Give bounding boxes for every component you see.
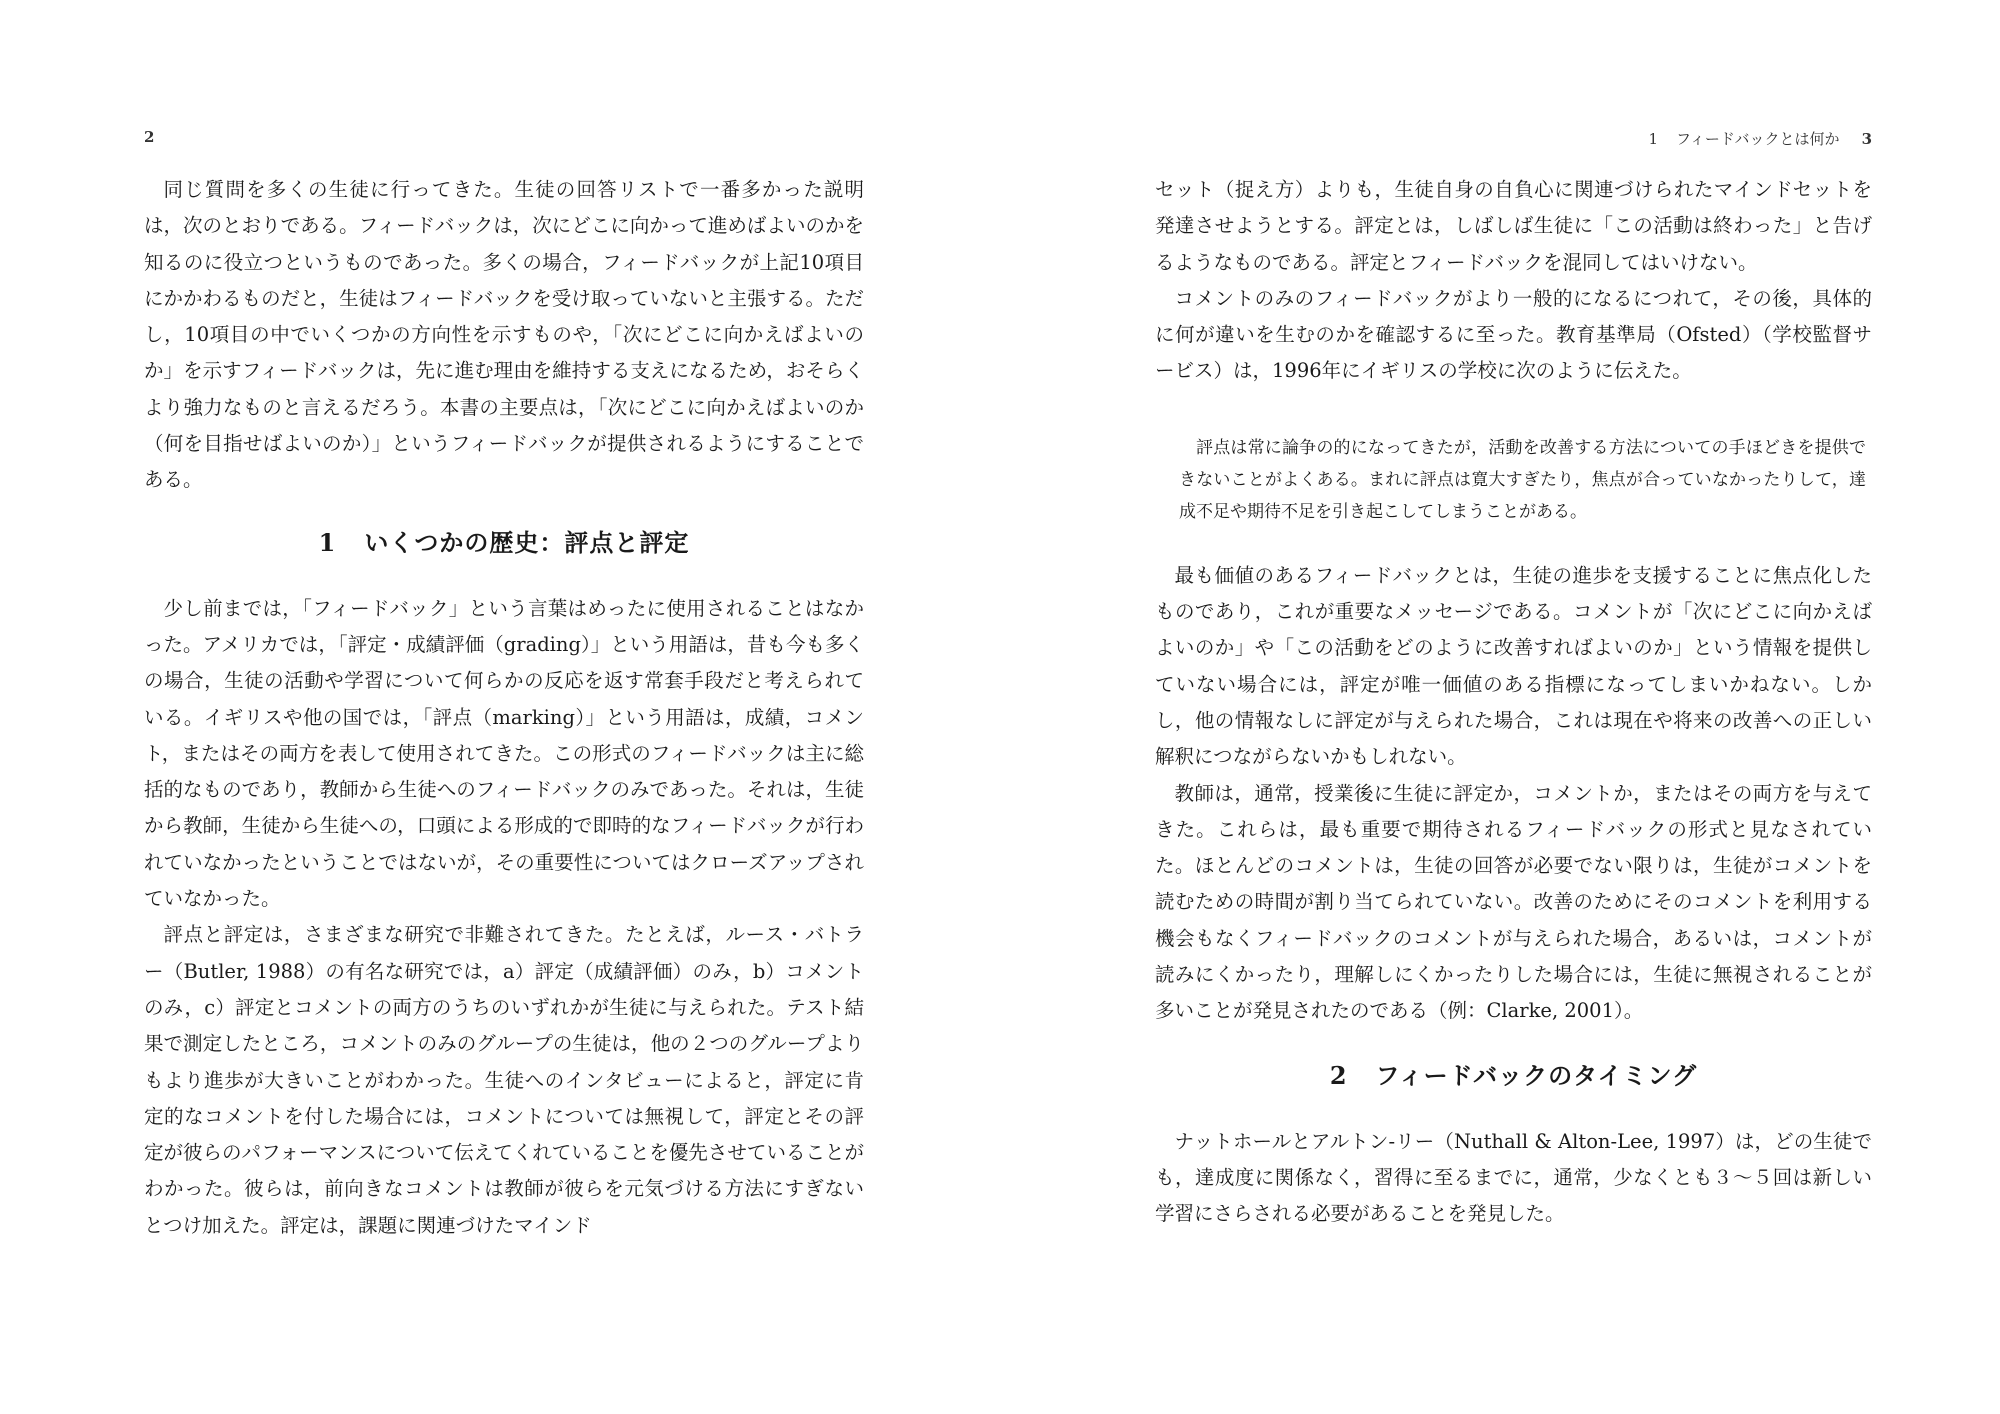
- block-quote: [1179, 432, 1866, 528]
- left-page-number: 2: [144, 128, 155, 146]
- section-heading-2-title: フィードバックのタイミング: [1375, 1060, 1698, 1090]
- right-page-number: 3: [1861, 130, 1872, 148]
- section-heading-2: [1155, 1058, 1872, 1094]
- running-head-chapter-number: 1: [1648, 130, 1659, 148]
- section-heading-1-title: いくつかの歴史：評点と評定: [364, 527, 690, 557]
- left-paragraph-2: 少し前までは，「フィードバック」という言葉はめったに使用されることはなかった。アメリカでは，「評定・成績評価（grading）」という用語は，昔も今も多くの場合，生徒の活動や学習について何らかの反応を返す常套手段だと考えられている。イギリスや他の国では，「評点（marking）」という用語は，成績，コメント，またはその両方を表して使用されてきた。この形式のフィードバックは主に総括的なものであり，教師から生徒へのフィードバックのみであった。それは，生徒から教師，生徒から生徒への，口頭による形成的で即時的なフィードバックが行われていなかったということではないが，その重要性についてはクローズアップされていなかった。: [144, 596, 864, 911]
- right-page-body: [1155, 172, 1872, 1233]
- block-quote-text: 評点は常に論争の的になってきたが，活動を改善する方法についての手ほどきを提供できないことがよくある。まれに評点は寛大すぎたり，焦点が合っていなかったりして，達成不足や期待不足を引き起こしてしまうことがある。: [1179, 437, 1866, 522]
- left-paragraph-1: 同じ質問を多くの生徒に行ってきた。生徒の回答リストで一番多かった説明は，次のとおりである。フィードバックは，次にどこに向かって進めばよいのかを知るのに役立つというものであった。多くの場合，フィードバックが上記10項目にかかわるものだと，生徒はフィードバックを受け取っていないと主張する。ただし，10項目の中でいくつかの方向性を示すものや，「次にどこに向かえばよいのか」を示すフィードバックは，先に進む理由を維持する支えになるため，おそらくより強力なものと言えるだろう。本書の主要点は，「次にどこに向かえばよいのか（何を目指せばよいのか）」というフィードバックが提供されるようにすることである。: [144, 178, 864, 492]
- left-page-body: [144, 172, 864, 1244]
- right-paragraph-3: 最も価値のあるフィードバックとは，生徒の進歩を支援することに焦点化したものであり，これが重要なメッセージである。コメントが「次にどこに向かえばよいのか」や「この活動をどのように改善すればよいのか」という情報を提供していない場合には，評定が唯一価値のある指標になってしまいかねない。しかし，他の情報なしに評定が与えられた場合，これは現在や将来の改善への正しい解釈につながらないかもしれない。: [1155, 563, 1872, 769]
- section-heading-2-number: 2: [1329, 1060, 1348, 1090]
- left-paragraph-3: 評点と評定は，さまざまな研究で非難されてきた。たとえば，ルース・バトラー（Butler, 1988）の有名な研究では，a）評定（成績評価）のみ，b）コメントのみ，c）評定とコメントの両方のうちのいずれかが生徒に与えられた。テスト結果で測定したところ，コメントのみのグループの生徒は，他の２つのグループよりもより進歩が大きいことがわかった。生徒へのインタビューによると，評定に肯定的なコメントを付した場合には，コメントについては無視して，評定とその評定が彼らのパフォーマンスについて伝えてくれていることを優先させていることがわかった。彼らは，前向きなコメントは教師が彼らを元気づける方法にすぎないとつけ加えた。評定は，課題に関連づけたマインド: [144, 923, 864, 1237]
- running-head-chapter-title: フィードバックとは何か: [1676, 130, 1840, 148]
- right-paragraph-1: セット（捉え方）よりも，生徒自身の自負心に関連づけられたマインドセットを発達させようとする。評定とは，しばしば生徒に「この活動は終わった」と告げるようなものである。評定とフィードバックを混同してはいけない。: [1155, 178, 1872, 274]
- right-paragraph-4: 教師は，通常，授業後に生徒に評定か，コメントか，またはその両方を与えてきた。これらは，最も重要で期待されるフィードバックの形式と見なされていた。ほとんどのコメントは，生徒の回答が必要でない限りは，生徒がコメントを読むための時間が割り当てられていない。改善のためにそのコメントを利用する機会もなくフィードバックのコメントが与えられた場合，あるいは，コメントが読みにくかったり，理解しにくかったりした場合には，生徒に無視されることが多いことが発見されたのである（例：Clarke, 2001）。: [1155, 781, 1872, 1023]
- section-heading-1: [144, 525, 864, 561]
- right-running-head: [1649, 128, 1873, 149]
- left-running-head: [144, 128, 154, 146]
- section-heading-1-number: 1: [318, 527, 337, 557]
- right-paragraph-2: コメントのみのフィードバックがより一般的になるにつれて，その後，具体的に何が違いを生むのかを確認するに至った。教育基準局（Ofsted）（学校監督サービス）は，1996年にイギリスの学校に次のように伝えた。: [1155, 286, 1872, 383]
- right-paragraph-5: ナットホールとアルトン-リー（Nuthall & Alton-Lee, 1997）は，どの生徒でも，達成度に関係なく，習得に至るまでに，通常，少なくとも３～５回は新しい学習にさらされる必要があることを発見した。: [1155, 1129, 1872, 1226]
